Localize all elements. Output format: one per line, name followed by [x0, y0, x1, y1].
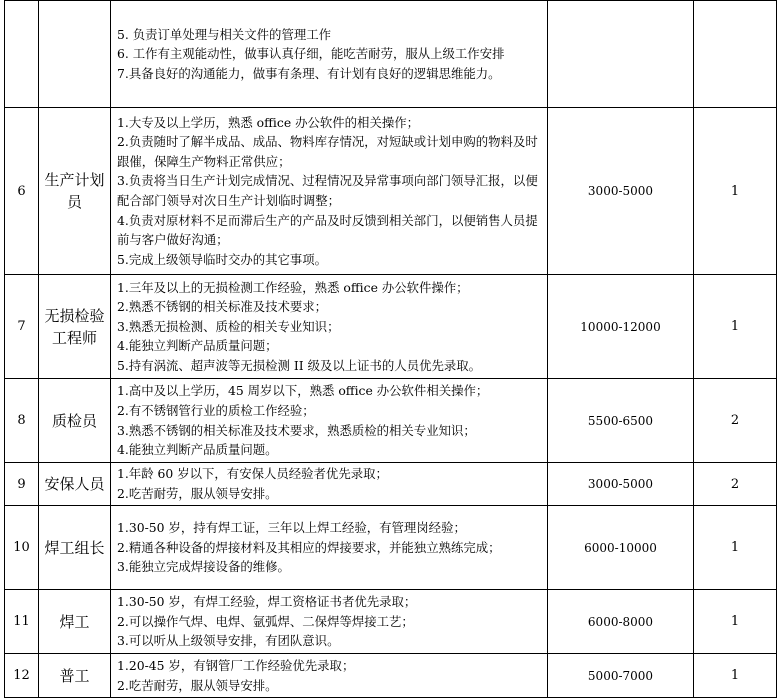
salary-range: 3000-5000: [548, 108, 694, 275]
salary-range: [548, 1, 694, 108]
headcount: 1: [694, 590, 777, 654]
requirement-line: 3.熟悉不锈钢的相关标准及技术要求，熟悉质检的相关专业知识；: [117, 422, 476, 438]
requirements-cell: [111, 108, 548, 275]
position-name: [39, 463, 111, 506]
position-name: [39, 654, 111, 698]
row-number: 9: [5, 463, 39, 506]
position-name: [39, 1, 111, 108]
row-number: 7: [5, 275, 39, 379]
salary-range: 10000-12000: [548, 275, 694, 379]
headcount: 1: [694, 275, 777, 379]
position-name-line: 无损检验: [44, 306, 105, 325]
requirement-line: 1.三年及以上的无损检测工作经验，熟悉 office 办公软件操作；: [117, 279, 469, 295]
requirement-line: 2.精通各种设备的焊接材料及其相应的焊接要求，并能独立熟练完成；: [117, 539, 501, 555]
headcount: 1: [694, 654, 777, 698]
position-name-line: 员: [66, 193, 82, 211]
requirement-line: 5. 负责订单处理与相关文件的管理工作: [117, 26, 332, 42]
table-row: [5, 506, 777, 590]
requirements-cell: [111, 1, 548, 108]
row-number: 10: [5, 506, 39, 590]
position-name-line: 焊工: [59, 612, 90, 631]
requirement-line: 5.完成上级领导临时交办的其它事项。: [117, 251, 328, 267]
requirement-line: 2.可以操作气焊、电焊、氩弧焊、二保焊等焊接工艺；: [117, 613, 414, 629]
requirement-line: 5.持有涡流、超声波等无损检测 II 级及以上证书的人员优先录取。: [117, 357, 482, 373]
headcount: 1: [694, 108, 777, 275]
position-name-line: 焊工组长: [44, 538, 105, 557]
position-name: [39, 590, 111, 654]
row-number: 11: [5, 590, 39, 654]
requirements-cell: [111, 590, 548, 654]
requirement-line: 1.年龄 60 岁以下，有安保人员经验者优先录取；: [117, 466, 388, 482]
requirement-line: 7.具备良好的沟通能力，做事有条理、有计划有良好的逻辑思维能力。: [117, 65, 501, 81]
salary-range: 6000-8000: [548, 590, 694, 654]
position-name: [39, 506, 111, 590]
salary-range: 5500-6500: [548, 379, 694, 463]
table-row: [5, 275, 777, 379]
table-row: [5, 590, 777, 654]
requirement-line: 3.能独立完成焊接设备的维修。: [117, 559, 290, 575]
position-name: [39, 108, 111, 275]
headcount: 2: [694, 463, 777, 506]
requirements-cell: [111, 654, 548, 698]
table-row: [5, 1, 777, 108]
position-name-line: 生产计划: [44, 171, 105, 189]
job-table: [4, 0, 777, 698]
requirement-line: 6. 工作有主观能动性，做事认真仔细，能吃苦耐劳，服从上级工作安排: [117, 46, 505, 62]
requirement-line: 1.高中及以上学历，45 周岁以下，熟悉 office 办公软件相关操作；: [117, 383, 489, 399]
headcount: 2: [694, 379, 777, 463]
requirement-line: 1.30-50 岁，持有焊工证，三年以上焊工经验，有管理岗经验；: [117, 520, 466, 536]
position-name: [39, 379, 111, 463]
headcount: 1: [694, 506, 777, 590]
position-name-line: 安保人员: [44, 475, 105, 493]
requirement-line: 1.30-50 岁，有焊工经验，焊工资格证书者优先录取；: [117, 594, 417, 610]
job-table-body: [5, 1, 777, 698]
requirement-line: 1.20-45 岁，有钢管厂工作经验优先录取；: [117, 657, 355, 673]
requirement-line: 4.负责对原材料不足而滞后生产的产品及时反馈到相关部门，以便销售人员提前与客户做好沟通；: [117, 212, 538, 248]
requirement-line: 2.熟悉不锈钢的相关标准及技术要求；: [117, 299, 328, 315]
position-name-line: 质检员: [51, 411, 97, 430]
requirements-cell: [111, 463, 548, 506]
row-number: [5, 1, 39, 108]
requirements-cell: [111, 275, 548, 379]
requirement-line: 2.吃苦耐劳，服从领导安排。: [117, 677, 278, 693]
salary-range: 6000-10000: [548, 506, 694, 590]
requirement-line: 2.负责随时了解半成品、成品、物料库存情况，对短缺或计划申购的物料及时跟催，保障生产物料正常供应；: [117, 134, 538, 169]
salary-range: 3000-5000: [548, 463, 694, 506]
requirements-cell: [111, 506, 548, 590]
table-row: [5, 654, 777, 698]
requirement-line: 3.可以听从上级领导安排，有团队意识。: [117, 633, 340, 649]
position-name-line: 工程师: [51, 328, 97, 347]
requirement-line: 2.有不锈钢管行业的质检工作经验；: [117, 402, 315, 418]
row-number: 6: [5, 108, 39, 275]
requirement-line: 3.熟悉无损检测、质检的相关专业知识；: [117, 318, 340, 334]
salary-range: 5000-7000: [548, 654, 694, 698]
table-row: [5, 108, 777, 275]
requirement-line: 3.负责将当日生产计划完成情况、过程情况及异常事项向部门领导汇报，以便配合部门领导对次日生产计划临时调整；: [117, 173, 538, 208]
table-row: [5, 463, 777, 506]
requirement-line: 4.能独立判断产品质量问题；: [117, 338, 278, 354]
requirement-line: 1.大专及以上学历，熟悉 office 办公软件的相关操作；: [117, 114, 420, 130]
headcount: [694, 1, 777, 108]
requirements-cell: [111, 379, 548, 463]
requirement-line: 2.吃苦耐劳，服从领导安排。: [117, 486, 278, 501]
requirement-line: 4.能独立判断产品质量问题。: [117, 442, 278, 458]
row-number: 8: [5, 379, 39, 463]
table-row: [5, 379, 777, 463]
row-number: 12: [5, 654, 39, 698]
position-name: [39, 275, 111, 379]
position-name-line: 普工: [59, 666, 90, 685]
